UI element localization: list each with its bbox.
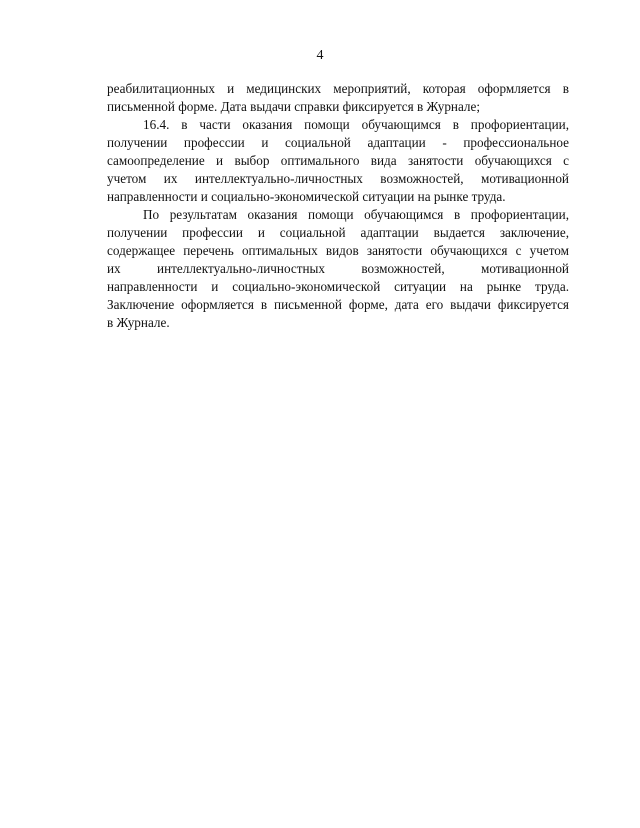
text-line: их интеллектуально-личностных возможностей, мотивационной xyxy=(107,261,569,276)
text-line: содержащее перечень оптимальных видов занятости обучающихся с учетом xyxy=(107,243,569,258)
page-number: 4 xyxy=(316,48,324,63)
paragraph xyxy=(107,116,569,206)
text-line: направленности и социально-экономической ситуации на рынке труда. xyxy=(107,279,569,294)
text-line: направленности и социально-экономической ситуации на рынке труда. xyxy=(107,189,506,204)
paragraph xyxy=(107,206,569,332)
text-line: Заключение оформляется в письменной форме, дата его выдачи фиксируется xyxy=(107,297,569,312)
text-line: реабилитационных и медицинских мероприятий, которая оформляется в xyxy=(107,81,569,96)
text-line: 16.4. в части оказания помощи обучающимся в профориентации, xyxy=(143,117,569,132)
text-line: самоопределение и выбор оптимального вида занятости обучающихся с xyxy=(107,153,569,168)
text-line: получении профессии и социальной адаптации выдается заключение, xyxy=(107,225,569,240)
text-line: в Журнале. xyxy=(107,315,170,330)
paragraph xyxy=(107,80,569,116)
text-line: получении профессии и социальной адаптации - профессиональное xyxy=(107,135,569,150)
document-body xyxy=(107,80,569,332)
text-line: учетом их интеллектуально-личностных возможностей, мотивационной xyxy=(107,171,569,186)
text-line: По результатам оказания помощи обучающимся в профориентации, xyxy=(143,207,569,222)
text-line: письменной форме. Дата выдачи справки фиксируется в Журнале; xyxy=(107,99,481,114)
